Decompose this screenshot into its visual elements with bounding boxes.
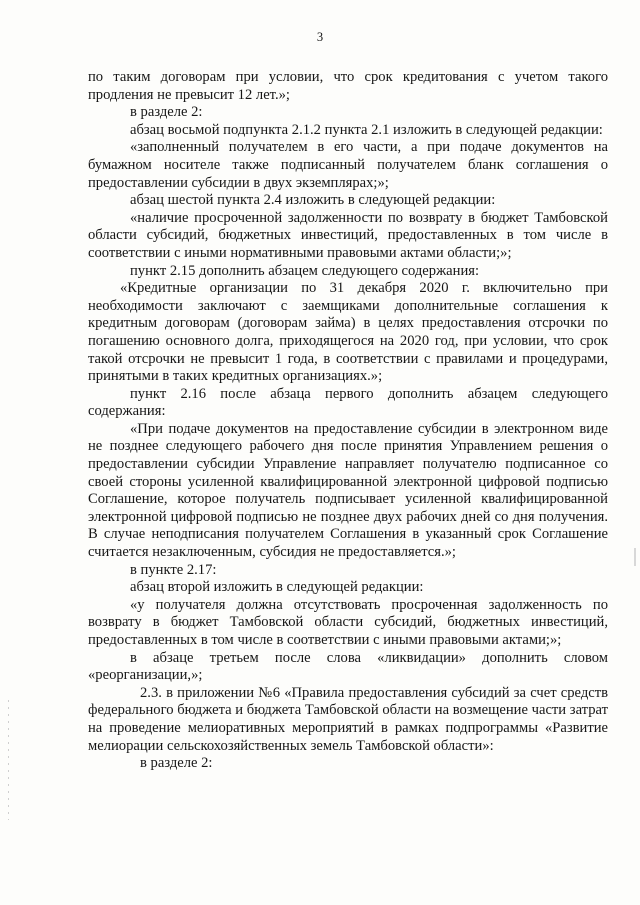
document-body [88,69,608,773]
paragraph: пункт 2.16 после абзаца первого дополнить абзацем следующего содержания: [88,385,608,420]
paragraph: по таким договорам при условии, что срок кредитования с учетом такого продления не превысит 12 лет.»; [88,69,608,103]
paragraph: «заполненный получателем в его части, а при подаче документов на бумажном носителе также подписанный получателем бланк соглашения о предоставлении субсидии в двух экземплярах;»; [88,139,608,191]
paragraph: 2.3. в приложении №6 «Правила предоставления субсидий за счет средств федерального бюджета и бюджета Тамбовской области на возмещение части затрат на проведение мелиоративных мероприятий в рамках подпрограммы «Развитие мелиорации сельскохозяйственных земель Тамбовской области»: [88,684,608,754]
paragraph: в пункте 2.17: [130,561,217,578]
paragraph: «у получателя должна отсутствовать просроченная задолженность по возврату в бюджет Тамбовской области субсидий, бюджетных инвестиций, предоставленных в том числе в соответствии с иными правовыми актами;»; [88,596,608,648]
page-number: 3 [316,30,324,44]
scan-artifact [634,548,636,566]
paragraph: «При подаче документов на предоставление субсидии в электронном виде не позднее следующего рабочего дня после принятия Управлением решения о предоставлении субсидии Управление направляет получателю подписанное со своей стороны усиленной квалифицированной электронной цифровой подписью Соглашение, которое получатель подписывает усиленной квалифицированной электронной цифровой подписью не позднее двух рабочих дней со дня получения. В случае неподписания получателем Соглашения в указанный срок Соглашение считается незаключенным, субсидия не предоставляется.»; [88,420,608,561]
paragraph: «Кредитные организации по 31 декабря 2020 г. включительно при необходимости заключают с заемщиками дополнительные соглашения к кредитным договорам (договорам займа) в целях предоставления отсрочки по погашению основного долга, приходящегося на 2020 год, при условии, что срок такой отсрочки не превысит 1 года, в соответствии с правилами и процедурами, принятыми в таких кредитных организациях.»; [88,280,608,385]
scan-artifact [8,700,9,820]
paragraph: пункт 2.15 дополнить абзацем следующего содержания: [130,262,480,279]
paragraph: абзац второй изложить в следующей редакции: [130,579,424,596]
paragraph: в разделе 2: [140,755,213,772]
paragraph: в разделе 2: [130,104,203,121]
paragraph: абзац шестой пункта 2.4 изложить в следующей редакции: [130,192,496,209]
paragraph: в абзаце третьем после слова «ликвидации» дополнить словом «реорганизации,»; [88,649,608,684]
paragraph: абзац восьмой подпункта 2.1.2 пункта 2.1 изложить в следующей редакции: [130,121,603,138]
paragraph: «наличие просроченной задолженности по возврату в бюджет Тамбовской области субсидий, бюджетных инвестиций, предоставленных в том числе в соответствии с иными нормативными правовыми актами области;»; [88,209,608,261]
